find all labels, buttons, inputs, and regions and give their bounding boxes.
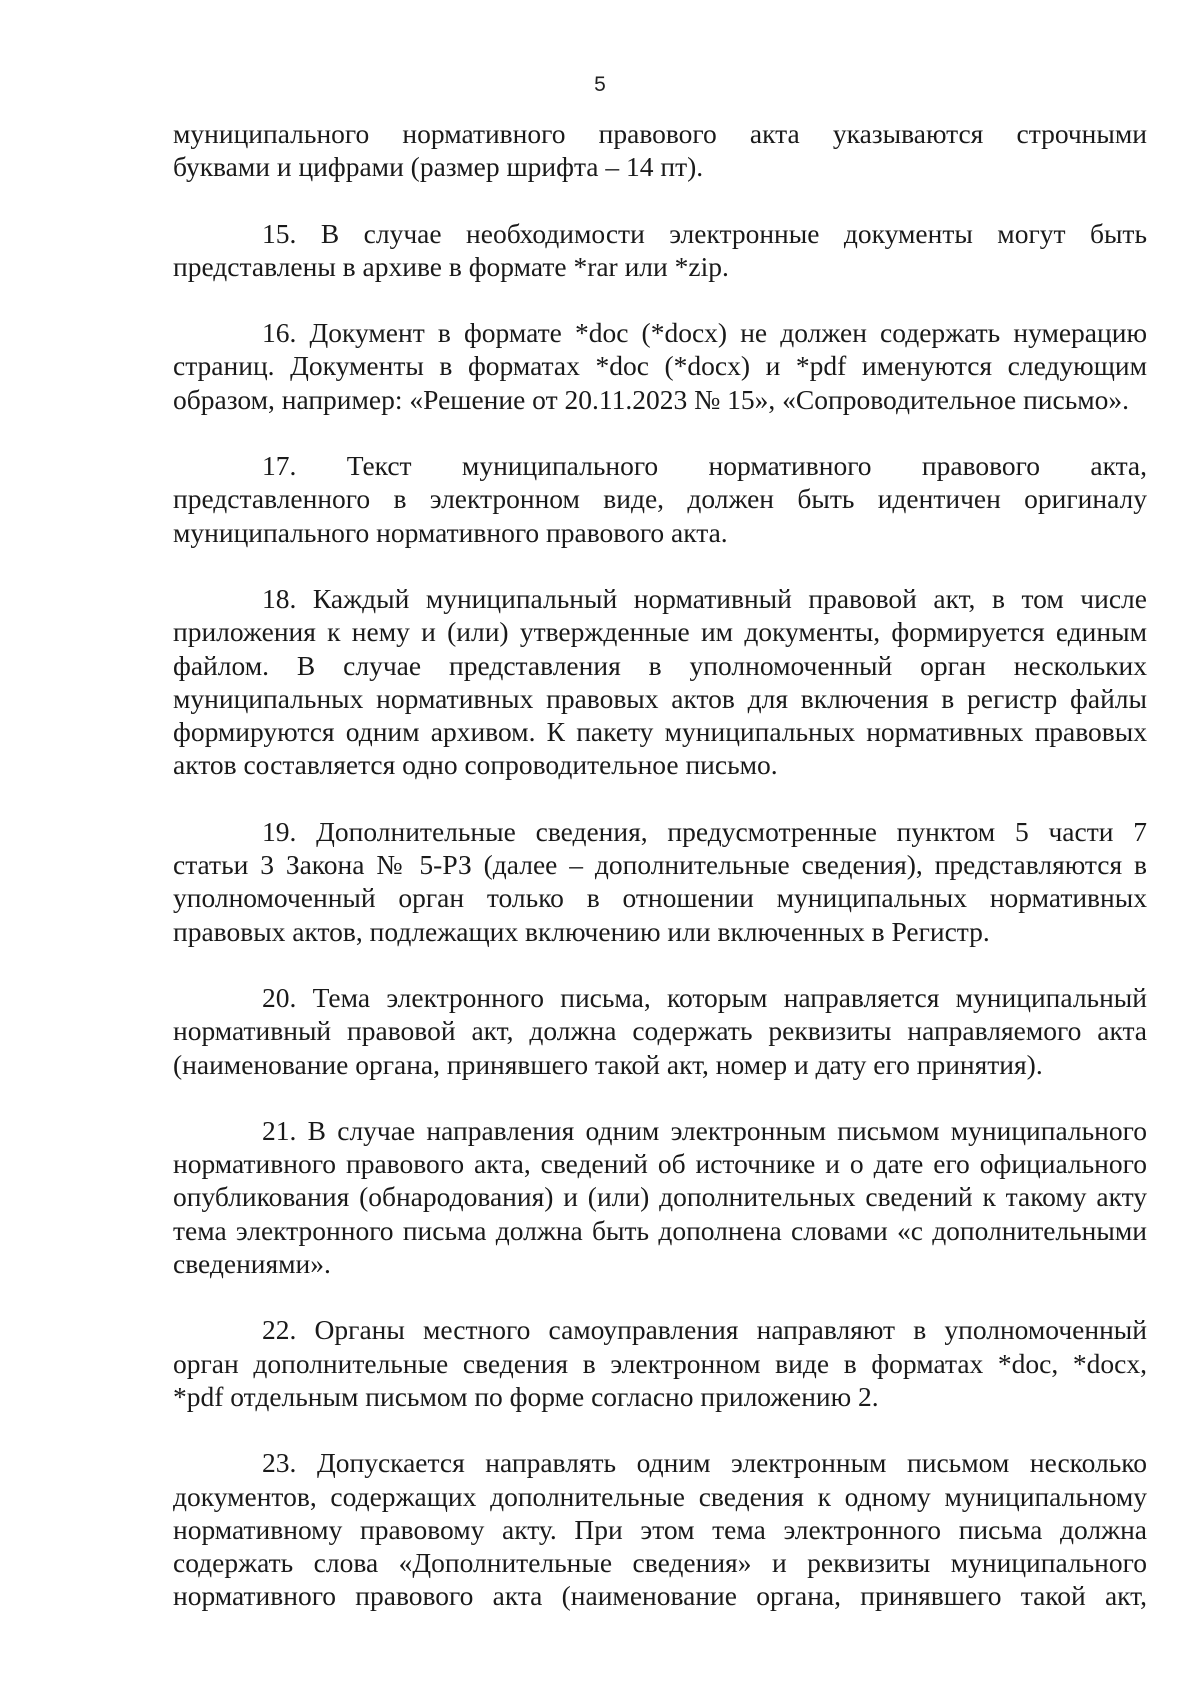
text-line: 17. Текст муниципального нормативного правового акта, bbox=[262, 450, 1147, 482]
text-line: (наименование органа, принявшего такой акт, номер и дату его принятия). bbox=[173, 1048, 1043, 1080]
paragraph-21 bbox=[173, 1114, 1147, 1280]
text-line: нормативному правовому акту. При этом тема электронного письма должна bbox=[173, 1513, 1147, 1545]
paragraph-20 bbox=[173, 981, 1147, 1081]
text-line: файлом. В случае представления в уполномоченный орган нескольких bbox=[173, 649, 1147, 681]
text-line: уполномоченный орган только в отношении муниципальных нормативных bbox=[173, 882, 1147, 914]
text-line: страниц. Документы в форматах *doc (*docx) и *pdf именуются следующим bbox=[173, 350, 1147, 382]
page-number: 5 bbox=[594, 73, 606, 96]
text-line: правовых актов, подлежащих включению или включенных в Регистр. bbox=[173, 915, 990, 947]
text-line: муниципального нормативного правового акта указываются строчными bbox=[173, 118, 1147, 149]
text-line: 23. Допускается направлять одним электронным письмом несколько bbox=[262, 1447, 1147, 1479]
text-line: нормативный правовой акт, должна содержать реквизиты направляемого акта bbox=[173, 1015, 1147, 1047]
text-line: опубликования (обнародования) и (или) дополнительных сведений к такому акту bbox=[173, 1181, 1147, 1213]
text-line: *pdf отдельным письмом по форме согласно приложению 2. bbox=[173, 1380, 879, 1412]
text-line: 20. Тема электронного письма, которым направляется муниципальный bbox=[262, 981, 1147, 1013]
text-line: 15. В случае необходимости электронные документы могут быть bbox=[262, 217, 1147, 249]
text-line: орган дополнительные сведения в электронном виде в форматах *doc, *docx, bbox=[173, 1347, 1147, 1379]
text-line: 22. Органы местного самоуправления направляют в уполномоченный bbox=[262, 1314, 1147, 1346]
text-line: нормативного правового акта (наименование органа, принявшего такой акт, bbox=[173, 1580, 1147, 1612]
text-line: буквами и цифрами (размер шрифта – 14 пт). bbox=[173, 151, 704, 183]
paragraph-continuation bbox=[173, 117, 1147, 184]
text-line: нормативного правового акта, сведений об источнике и о дате его официального bbox=[173, 1148, 1147, 1180]
text-line: актов составляется одно сопроводительное письмо. bbox=[173, 749, 778, 781]
text-line: 19. Дополнительные сведения, предусмотренные пунктом 5 части 7 bbox=[262, 815, 1147, 847]
paragraph-23 bbox=[173, 1446, 1147, 1612]
text-line: образом, например: «Решение от 20.11.2023 № 15», «Сопроводительное письмо». bbox=[173, 383, 1130, 415]
text-line: приложения к нему и (или) утвержденные им документы, формируется единым bbox=[173, 616, 1147, 648]
text-line: статьи 3 Закона № 5-РЗ (далее – дополнительные сведения), представляются в bbox=[173, 849, 1147, 881]
paragraph-19 bbox=[173, 815, 1147, 948]
document-body bbox=[173, 117, 1147, 1613]
text-line: формируются одним архивом. К пакету муниципальных нормативных правовых bbox=[173, 716, 1147, 748]
paragraph-15 bbox=[173, 217, 1147, 284]
text-line: документов, содержащих дополнительные сведения к одному муниципальному bbox=[173, 1480, 1147, 1512]
text-line: 21. В случае направления одним электронным письмом муниципального bbox=[262, 1114, 1147, 1146]
paragraph-17 bbox=[173, 449, 1147, 549]
text-line: 16. Документ в формате *doc (*docx) не должен содержать нумерацию bbox=[262, 317, 1147, 349]
text-line: содержать слова «Дополнительные сведения» и реквизиты муниципального bbox=[173, 1547, 1147, 1579]
text-line: муниципального нормативного правового акта. bbox=[173, 516, 728, 548]
paragraph-22 bbox=[173, 1313, 1147, 1413]
text-line: сведениями». bbox=[173, 1248, 331, 1280]
text-line: 18. Каждый муниципальный нормативный правовой акт, в том числе bbox=[262, 582, 1147, 614]
text-line: представлены в архиве в формате *rar или *zip. bbox=[173, 250, 729, 282]
text-line: тема электронного письма должна быть дополнена словами «с дополнительными bbox=[173, 1214, 1147, 1246]
text-line: муниципальных нормативных правовых актов для включения в регистр файлы bbox=[173, 682, 1147, 714]
paragraph-18 bbox=[173, 582, 1147, 782]
paragraph-16 bbox=[173, 316, 1147, 416]
text-line: представленного в электронном виде, должен быть идентичен оригиналу bbox=[173, 483, 1147, 515]
